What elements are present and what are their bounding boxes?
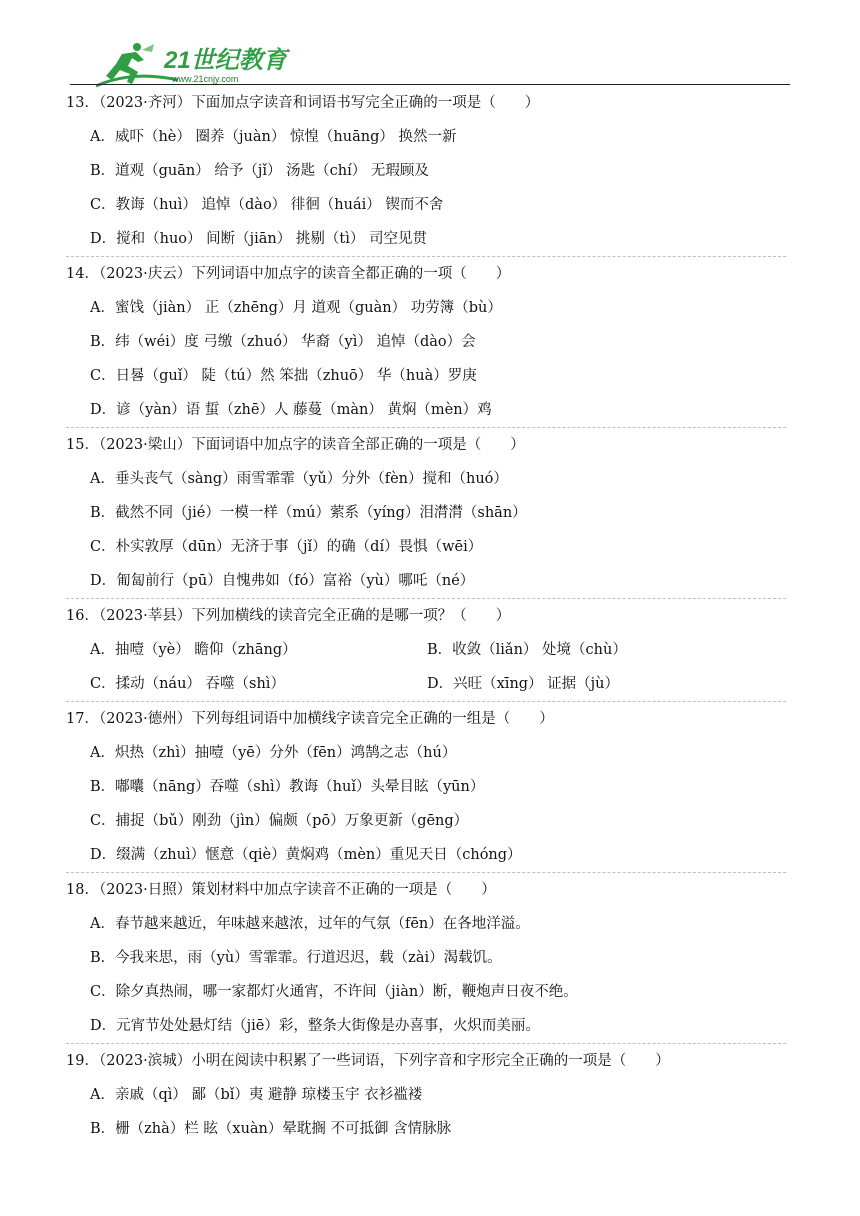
option-line: A．垂头丧气（sàng）雨雪霏霏（yǔ）分外（fèn）搅和（huó） bbox=[90, 471, 508, 487]
option-line: A．炽热（zhì）抽噎（yē）分外（fēn）鸿鹄之志（hú） bbox=[90, 745, 457, 761]
question-stem: 19．（2023·滨城）小明在阅读中积累了一些词语，下列字音和字形完全正确的一项是（ ） bbox=[66, 1053, 670, 1069]
option-row bbox=[66, 673, 806, 707]
option-line: C．朴实敦厚（dūn）无济于事（jǐ）的确（dí）畏惧（wēi） bbox=[90, 539, 483, 555]
site-logo bbox=[92, 40, 332, 88]
option-line: D．谚（yàn）语 蜇（zhē）人 藤蔓（màn） 黄焖（mèn）鸡 bbox=[90, 402, 492, 418]
question-stem: 14．（2023·庆云）下列词语中加点字的读音全都正确的一项（ ） bbox=[66, 266, 511, 282]
option-line: C．日晷（guǐ） 陡（tú）然 笨拙（zhuō） 华（huà）罗庚 bbox=[90, 368, 477, 384]
question-list bbox=[66, 92, 806, 1152]
question-stem: 18．（2023·日照）策划材料中加点字读音不正确的一项是（ ） bbox=[66, 882, 496, 898]
option-line: A．亲戚（qì） 鄙（bǐ）夷 避静 琼楼玉宇 衣衫褴褛 bbox=[90, 1087, 423, 1103]
option-line: D．匍匐前行（pū）自愧弗如（fó）富裕（yù）哪吒（né） bbox=[90, 573, 475, 589]
option-line: D．兴旺（xīng） 证据（jù） bbox=[427, 676, 620, 692]
option-line: B．收敛（liǎn） 处境（chù） bbox=[427, 642, 627, 658]
option-line: A．抽噎（yè） 瞻仰（zhāng） bbox=[90, 642, 297, 658]
page-header bbox=[70, 36, 790, 86]
question-stem: 17．（2023·德州）下列每组词语中加横线字读音完全正确的一组是（ ） bbox=[66, 711, 554, 727]
option-line: C．捕捉（bǔ）刚劲（jìn）偏颇（pō）万象更新（gēng） bbox=[90, 813, 469, 829]
option-row bbox=[66, 639, 806, 673]
option-line: C．除夕真热闹，哪一家都灯火通宵，不许间（jiàn）断，鞭炮声日夜不绝。 bbox=[90, 984, 578, 1000]
logo-text: 21世纪教育 bbox=[164, 47, 287, 74]
option-line: D．缀满（zhuì）惬意（qiè）黄焖鸡（mèn）重见天日（chóng） bbox=[90, 847, 522, 863]
question-stem: 16．（2023·莘县）下列加横线的读音完全正确的是哪一项？（ ） bbox=[66, 608, 511, 624]
question-stem: 15．（2023·梁山）下面词语中加点字的读音全部正确的一项是（ ） bbox=[66, 437, 525, 453]
option-line: A．蜜饯（jiàn） 正（zhēng）月 道观（guàn） 功劳簿（bù） bbox=[90, 300, 502, 316]
option-line: D．元宵节处处悬灯结（jiē）彩，整条大街像是办喜事，火炽而美丽。 bbox=[90, 1018, 540, 1034]
option-line: A．春节越来越近，年味越来越浓，过年的气氛（fēn）在各地洋溢。 bbox=[90, 916, 530, 932]
option-line: C．教诲（huì） 追悼（dào） 徘徊（huái） 锲而不舍 bbox=[90, 197, 444, 213]
option-line: B．嘟囔（nāng）吞噬（shì）教诲（huǐ）头晕目眩（yūn） bbox=[90, 779, 485, 795]
option-line: B．道观（guān） 给予（jǐ） 汤匙（chí） 无瑕顾及 bbox=[90, 163, 429, 179]
option-line: B．今我来思，雨（yù）雪霏霏。行道迟迟，载（zài）渴载饥。 bbox=[90, 950, 502, 966]
option-line: B．纬（wéi）度 弓缴（zhuó） 华裔（yì） 追悼（dào）会 bbox=[90, 334, 476, 350]
option-line: C．揉动（náu） 吞噬（shì） bbox=[90, 676, 285, 692]
header-rule bbox=[70, 84, 790, 85]
option-line: D．搅和（huo） 间断（jiān） 挑剔（tì） 司空见贯 bbox=[90, 231, 427, 247]
option-line: B．栅（zhà）栏 眩（xuàn）晕耽搁 不可抵御 含情脉脉 bbox=[90, 1121, 452, 1137]
logo-url: www.21cnjy.com bbox=[172, 74, 239, 84]
question-stem: 13．（2023·齐河）下面加点字读音和词语书写完全正确的一项是（ ） bbox=[66, 95, 540, 111]
option-line: B．截然不同（jié）一模一样（mú）萦系（yíng）泪潸潸（shān） bbox=[90, 505, 527, 521]
option-line: A．威吓（hè） 圈养（juàn） 惊惶（huāng） 换然一新 bbox=[90, 129, 457, 145]
